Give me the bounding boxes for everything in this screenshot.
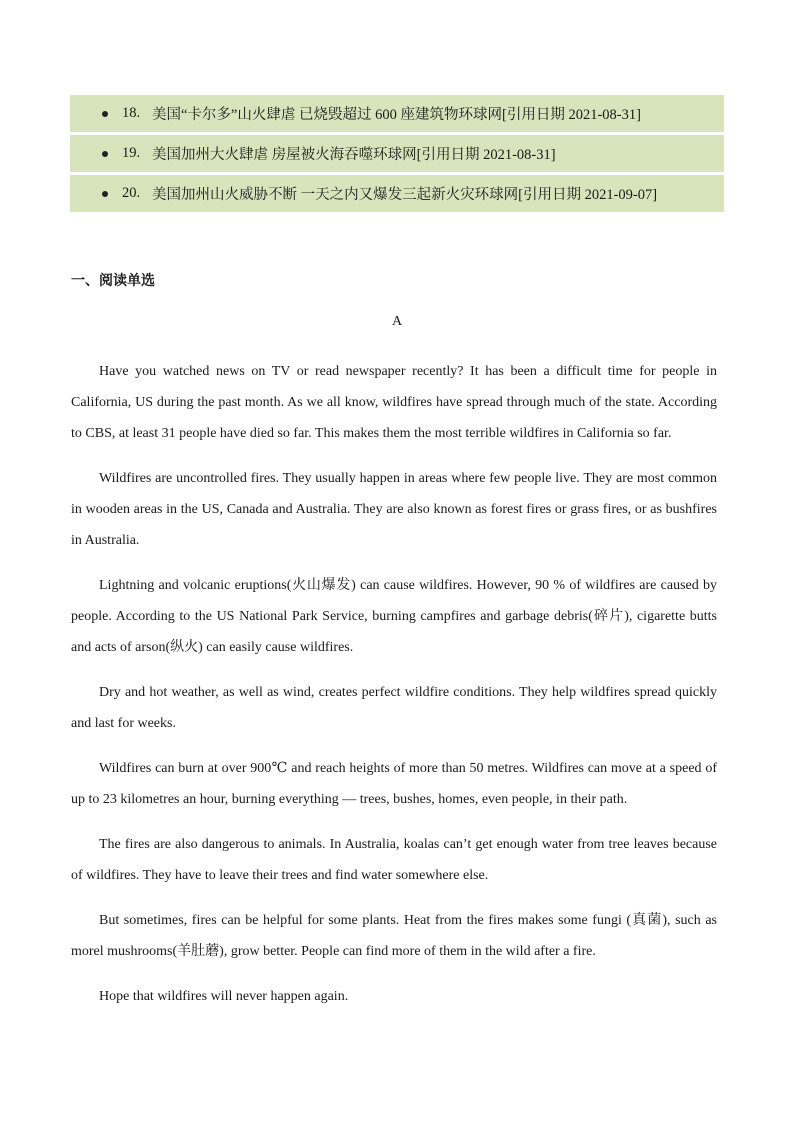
reference-item [70, 135, 724, 175]
paragraph: Have you watched news on TV or read newspaper recently? It has been a difficult time for people in California, US during the past month. As we all know, wildfires have spread through much of the state. According to CBS, at least 31 people have died so far. This makes them the most terrible wildfires in California so far. [71, 364, 717, 441]
paragraph: The fires are also dangerous to animals. In Australia, koalas can’t get enough water from tree leaves because of wildfires. They have to leave their trees and find water somewhere else. [71, 837, 717, 883]
paragraph: Lightning and volcanic eruptions(火山爆发) can cause wildfires. However, 90 % of wildfires are caused by people. According to the US National Park Service, burning campfires and garbage debris(碎片), cigarette butts and acts of arson(纵火) can easily cause wildfires. [71, 578, 717, 655]
paragraph: Dry and hot weather, as well as wind, creates perfect wildfire conditions. They help wildfires spread quickly and last for weeks. [71, 685, 717, 731]
paragraph: Wildfires can burn at over 900℃ and reach heights of more than 50 metres. Wildfires can move at a speed of up to 23 kilometres an hour, burning everything — trees, bushes, homes, even people, in their path. [71, 761, 717, 807]
reference-text: 美国加州山火威胁不断 一天之内又爆发三起新火灾环球网[引用日期 2021-09-07] [152, 187, 658, 203]
bullet-icon [102, 151, 108, 157]
reference-text: 美国加州大火肆虐 房屋被火海吞噬环球网[引用日期 2021-08-31] [152, 147, 556, 163]
article-body [71, 356, 717, 1026]
bullet-icon [102, 111, 108, 117]
reference-number: 18. [122, 105, 141, 121]
reference-text: 美国“卡尔多”山火肆虐 已烧毁超过 600 座建筑物环球网[引用日期 2021-08-31] [152, 107, 641, 123]
reference-list [70, 95, 724, 212]
reference-number: 20. [122, 185, 141, 201]
reference-item [70, 95, 724, 135]
section-title: 一、阅读单选 [71, 273, 155, 289]
paragraph: But sometimes, fires can be helpful for some plants. Heat from the fires makes some fungi (真菌), such as morel mushrooms(羊肚蘑), grow better. People can find more of them in the wild after a fire. [71, 913, 717, 959]
reference-item [70, 175, 724, 212]
paragraph: Wildfires are uncontrolled fires. They usually happen in areas where few people live. They are most common in wooden areas in the US, Canada and Australia. They are also known as forest fires or grass fires, or as bushfires in Australia. [71, 471, 717, 548]
paragraph: Hope that wildfires will never happen again. [99, 989, 349, 1004]
bullet-icon [102, 191, 108, 197]
passage-label: A [391, 314, 403, 329]
reference-number: 19. [122, 145, 141, 161]
